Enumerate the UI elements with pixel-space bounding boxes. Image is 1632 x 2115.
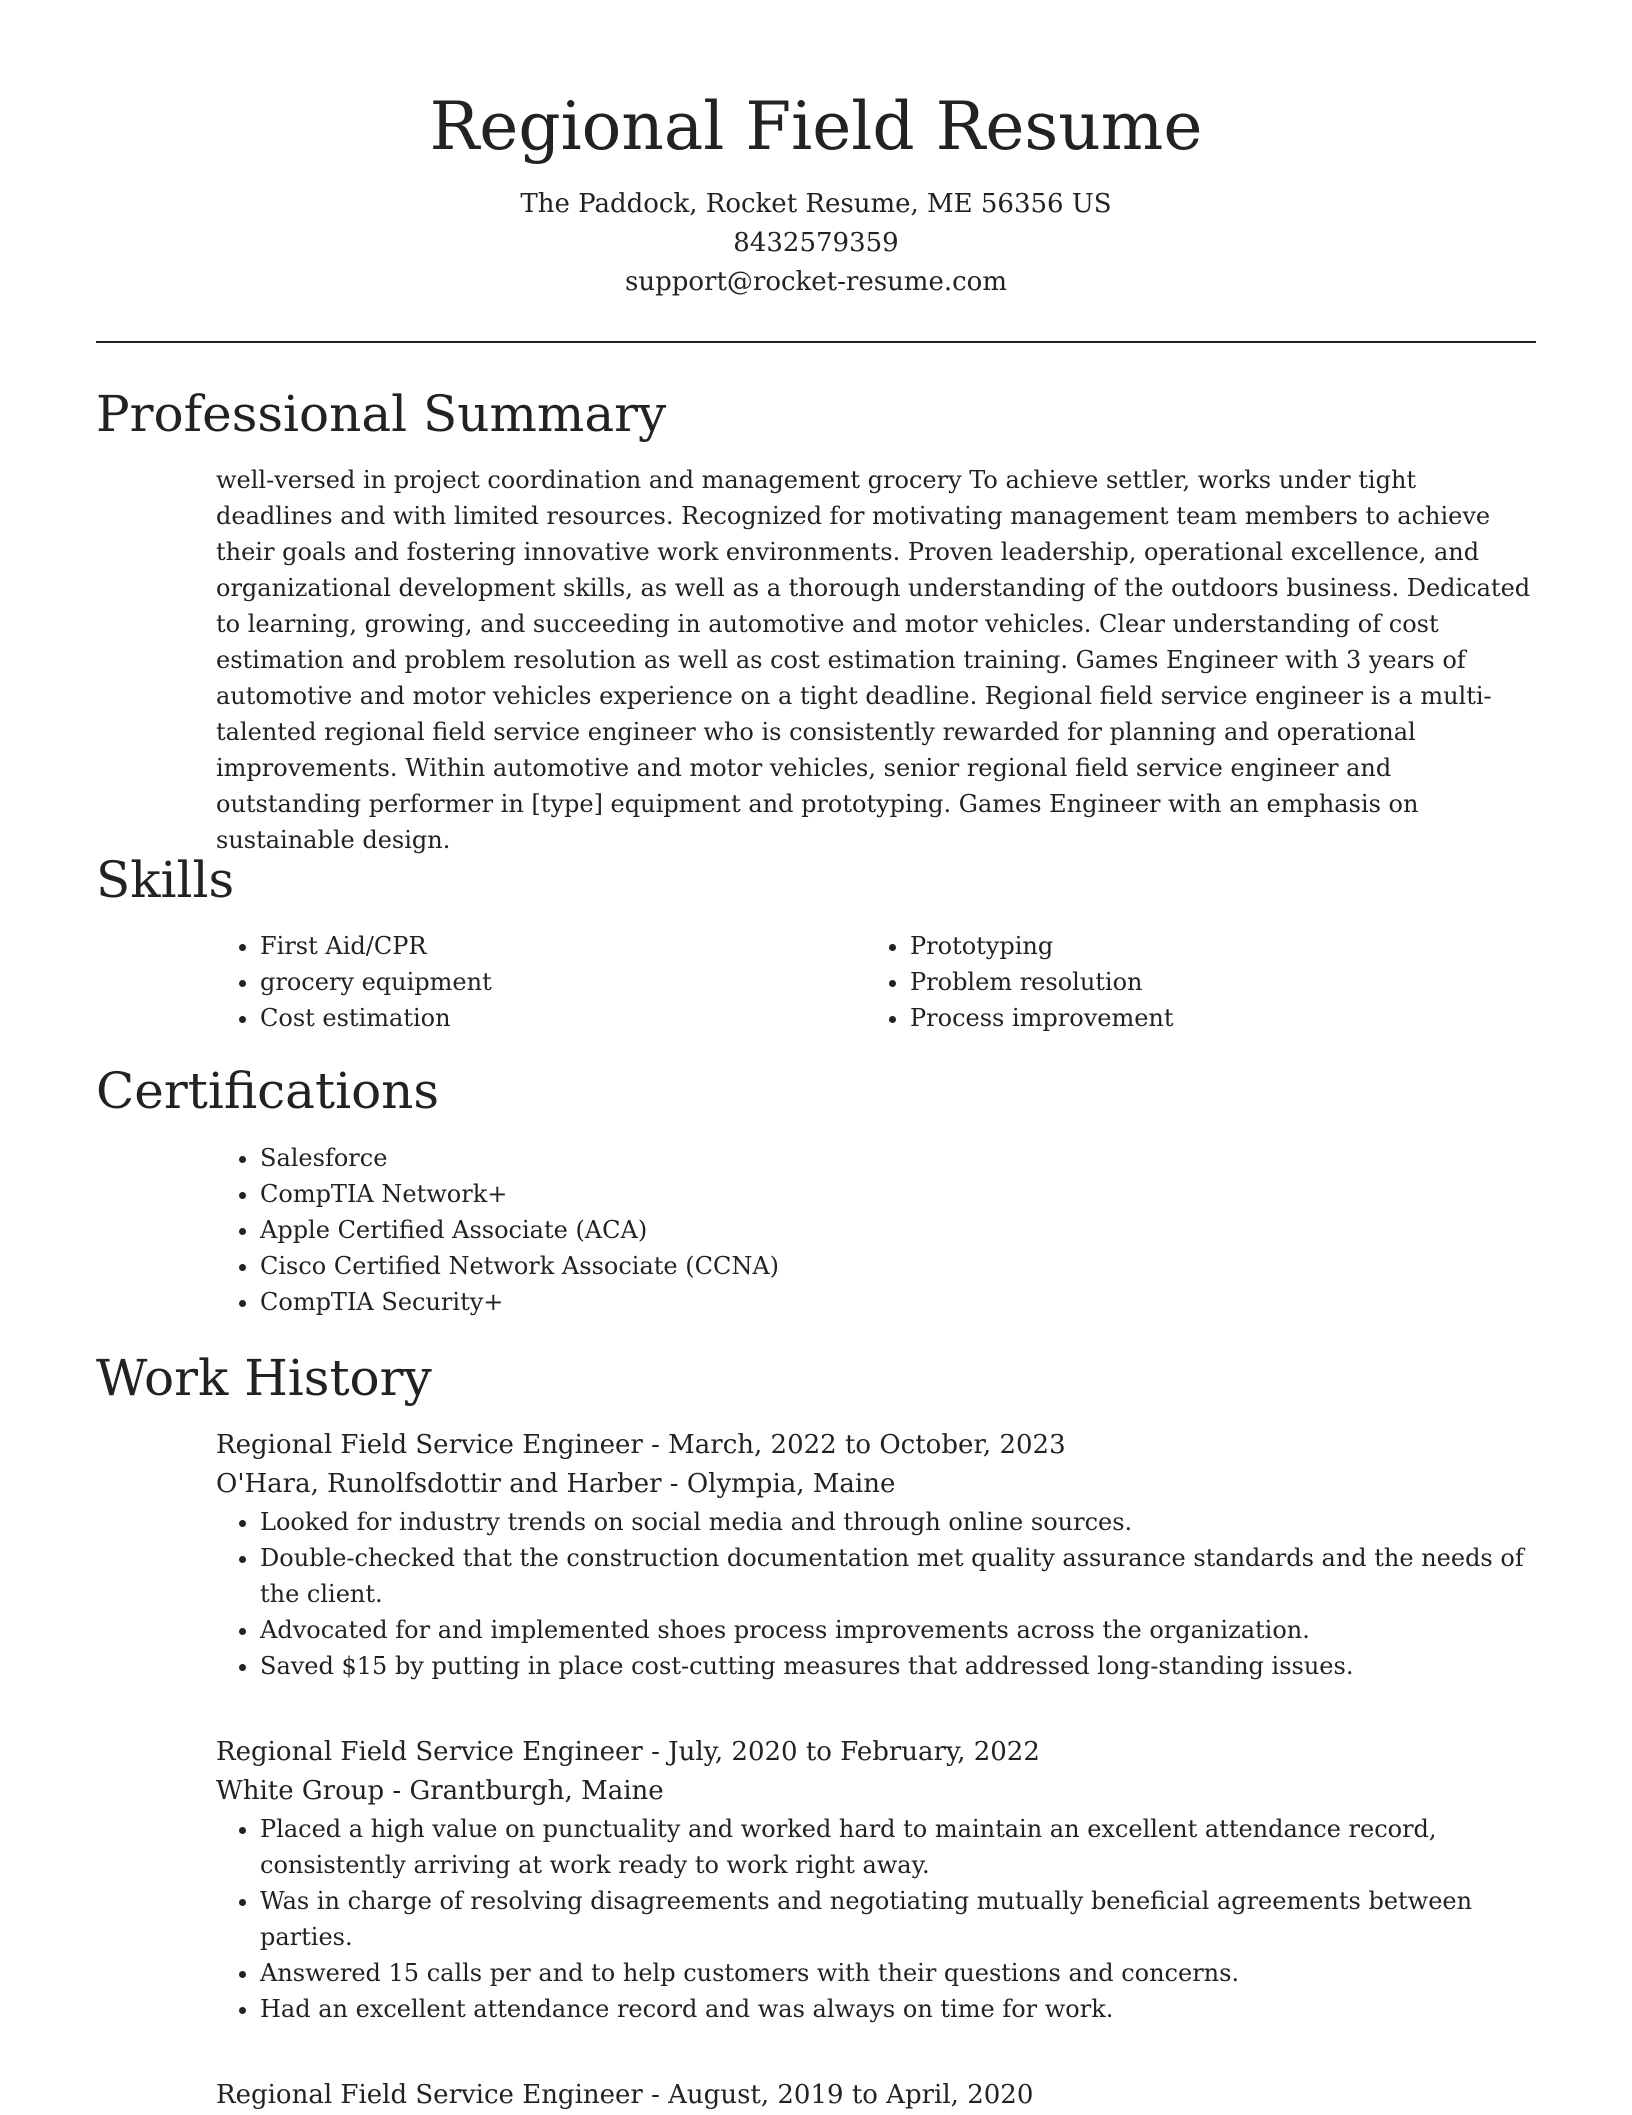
skills-heading: Skills bbox=[96, 851, 235, 909]
job-duty: • Answered 15 calls per and to help customers with their questions and concerns. bbox=[260, 1955, 1536, 1991]
certification-item: • CompTIA Network+ bbox=[260, 1176, 1460, 1212]
job-company-location: White Group - Grantburgh, Maine bbox=[216, 1776, 664, 1806]
job-duty: • Advocated for and implemented shoes process improvements across the organization. bbox=[260, 1612, 1536, 1648]
skill-item: • Cost estimation bbox=[260, 1000, 860, 1036]
address: The Paddock, Rocket Resume, ME 56356 US bbox=[520, 189, 1112, 219]
work-history-heading: Work History bbox=[96, 1349, 432, 1407]
job-duties-list bbox=[216, 1504, 1536, 1684]
skills-list-right bbox=[866, 928, 1510, 1036]
resume-title: Regional Field Resume bbox=[429, 88, 1203, 165]
skill-item: • Problem resolution bbox=[910, 964, 1510, 1000]
job-duty: • Was in charge of resolving disagreements and negotiating mutually beneficial agreements between parties. bbox=[260, 1883, 1536, 1955]
job-title-dates: Regional Field Service Engineer - July, 2020 to February, 2022 bbox=[216, 1737, 1040, 1767]
job-entry bbox=[216, 1733, 1536, 2027]
skill-item: • First Aid/CPR bbox=[260, 928, 860, 964]
job-duty: • Double-checked that the construction documentation met quality assurance standards and the needs of the client. bbox=[260, 1540, 1536, 1612]
job-duty: • Placed a high value on punctuality and worked hard to maintain an excellent attendance record, consistently arriving at work ready to work right away. bbox=[260, 1811, 1536, 1883]
certifications-list bbox=[216, 1140, 1460, 1320]
job-entry bbox=[216, 1426, 1536, 1684]
email: support@rocket-resume.com bbox=[624, 267, 1007, 297]
job-entry bbox=[216, 2076, 1536, 2115]
summary-heading: Professional Summary bbox=[96, 385, 667, 443]
job-title-dates: Regional Field Service Engineer - August, 2019 to April, 2020 bbox=[216, 2080, 1034, 2110]
summary-text: well-versed in project coordination and management grocery To achieve settler, works under tight deadlines and with limited resources. Recognized for motivating management team members to achieve their goals and fostering innovative work environments. Proven leadership, operational excellence, and organizational development skills, as well as a thorough understanding of the outdoors business. Dedicated to learning, growing, and succeeding in automotive and motor vehicles. Clear understanding of cost estimation and problem resolution as well as cost estimation training. Games Engineer with 3 years of automotive and motor vehicles experience on a tight deadline. Regional field service engineer is a multi-talented regional field service engineer who is consistently rewarded for planning and operational improvements. Within automotive and motor vehicles, senior regional field service engineer and outstanding performer in [type] equipment and prototyping. Games Engineer with an emphasis on sustainable design. bbox=[216, 466, 1531, 854]
skill-item: • Process improvement bbox=[910, 1000, 1510, 1036]
certifications-heading: Certifications bbox=[96, 1062, 440, 1120]
certification-item: • Apple Certified Associate (ACA) bbox=[260, 1212, 1460, 1248]
skill-item: • grocery equipment bbox=[260, 964, 860, 1000]
skill-item: • Prototyping bbox=[910, 928, 1510, 964]
header-divider bbox=[96, 341, 1536, 343]
resume-header bbox=[0, 82, 1632, 302]
certification-item: • Salesforce bbox=[260, 1140, 1460, 1176]
job-duty: • Saved $15 by putting in place cost-cutting measures that addressed long-standing issues. bbox=[260, 1648, 1536, 1684]
skills-list-left bbox=[216, 928, 860, 1036]
job-title-dates: Regional Field Service Engineer - March, 2022 to October, 2023 bbox=[216, 1430, 1066, 1460]
job-duty: • Looked for industry trends on social media and through online sources. bbox=[260, 1504, 1536, 1540]
job-duty: • Had an excellent attendance record and was always on time for work. bbox=[260, 1991, 1536, 2027]
job-company-location: O'Hara, Runolfsdottir and Harber - Olympia, Maine bbox=[216, 1469, 896, 1499]
certification-item: • CompTIA Security+ bbox=[260, 1284, 1460, 1320]
job-duties-list bbox=[216, 1811, 1536, 2027]
certification-item: • Cisco Certified Network Associate (CCNA) bbox=[260, 1248, 1460, 1284]
phone: 8432579359 bbox=[733, 228, 899, 258]
